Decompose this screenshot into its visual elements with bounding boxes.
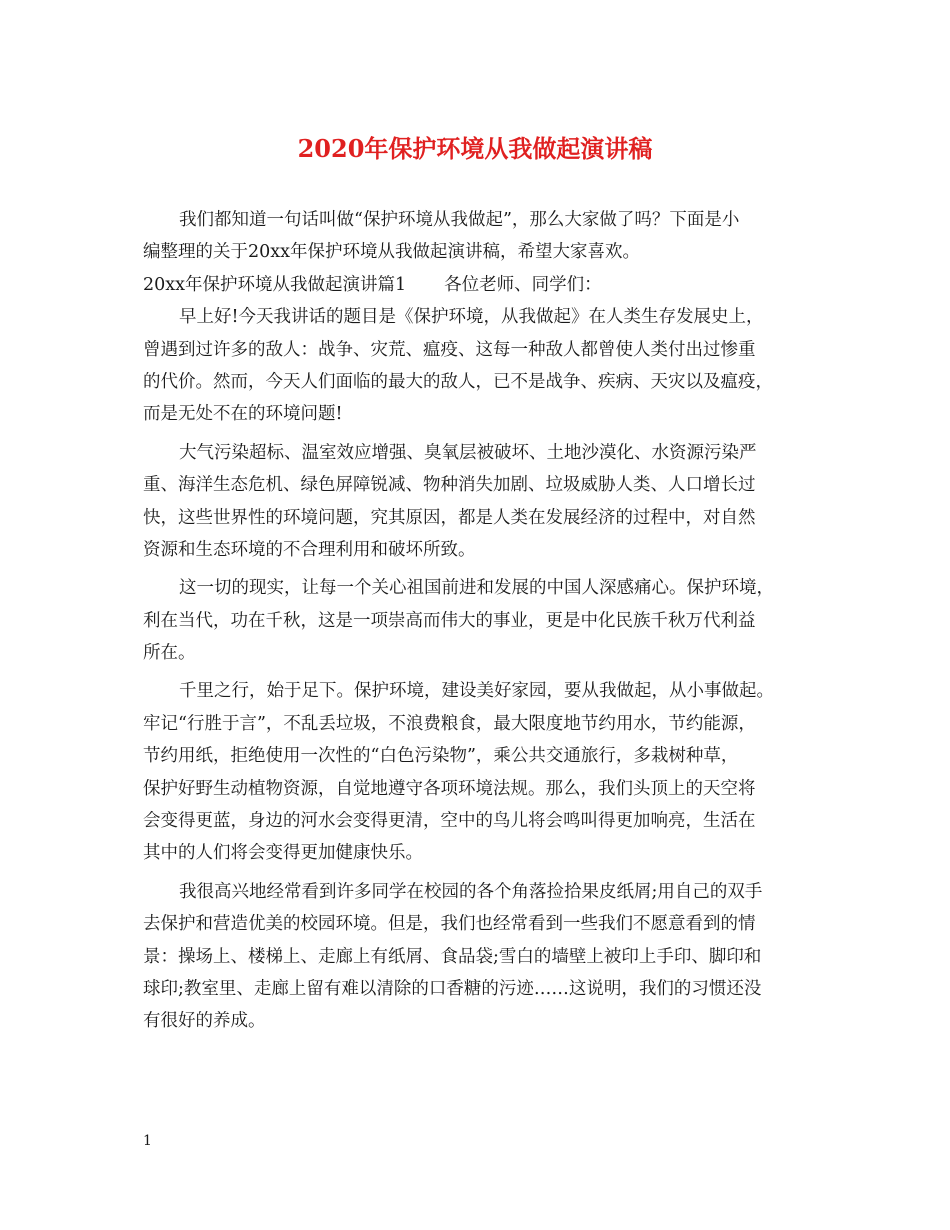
text-line: 所在。 <box>143 643 196 664</box>
text-line: 节约用纸，拒绝使用一次性的“白色污染物”，乘公共交通旅行，多栽树种草， <box>143 746 739 767</box>
text-line: 有很好的养成。 <box>143 1011 266 1032</box>
text-line: 保护好野生动植物资源，自觉地遵守各项环境法规。那么，我们头顶上的天空将 <box>143 778 756 799</box>
text-line: 球印;教室里、走廊上留有难以清除的口香糖的污迹……这说明，我们的习惯还没 <box>143 978 762 999</box>
text-line: 资源和生态环境的不合理利用和破坏所致。 <box>143 539 476 560</box>
text-line: 我很高兴地经常看到许多同学在校园的各个角落捡拾果皮纸屑;用自己的双手 <box>179 881 763 902</box>
body-paragraph <box>143 876 808 1038</box>
text-line: 牢记“行胜于言”，不乱丢垃圾，不浪费粮食，最大限度地节约用水，节约能源， <box>143 713 756 734</box>
section-heading-line <box>143 269 808 301</box>
text-line: 会变得更蓝，身边的河水会变得更清，空中的鸟儿将会鸣叫得更加响亮，生活在 <box>143 811 756 832</box>
text-line: 千里之行，始于足下。保护环境，建设美好家园，要从我做起，从小事做起。 <box>179 681 774 702</box>
document-title: 2020年保护环境从我做起演讲稿 <box>297 134 653 163</box>
text-line: 去保护和营造优美的校园环境。但是，我们也经常看到一些我们不愿意看到的情 <box>143 914 756 935</box>
text-line: 重、海洋生态危机、绿色屏障锐减、物种消失加剧、垃圾威胁人类、人口增长过 <box>143 475 756 496</box>
text-line: 而是无处不在的环境问题! <box>143 404 343 425</box>
text-line: 曾遇到过许多的敌人：战争、灾荒、瘟疫、这每一种敌人都曾使人类付出过惨重 <box>143 339 756 360</box>
section-heading: 20xx年保护环境从我做起演讲篇1 <box>143 274 407 295</box>
page-number: 1 <box>143 1133 152 1149</box>
text-line: 的代价。然而，今天人们面临的最大的敌人，已不是战争、疾病、天灾以及瘟疫， <box>143 371 773 392</box>
body-paragraph <box>143 572 808 669</box>
text-line: 早上好!今天我讲话的题目是《保护环境，从我做起》在人类生存发展史上， <box>179 307 764 328</box>
body-paragraph <box>143 437 808 567</box>
text-line: 快，这些世界性的环境问题，究其原因，都是人类在发展经济的过程中，对自然 <box>143 507 756 528</box>
text-line: 编整理的关于20xx年保护环境从我做起演讲稿，希望大家喜欢。 <box>143 242 641 263</box>
text-line: 这一切的现实，让每一个关心祖国前进和发展的中国人深感痛心。保护环境， <box>179 578 774 599</box>
salutation: 各位老师、同学们： <box>444 274 602 295</box>
text-line: 我们都知道一句话叫做“保护环境从我做起”，那么大家做了吗？下面是小 <box>179 210 740 230</box>
intro-paragraph <box>143 204 808 269</box>
text-line: 利在当代，功在千秋，这是一项崇高而伟大的事业，更是中化民族千秋万代利益 <box>143 610 756 631</box>
text-line: 其中的人们将会变得更加健康快乐。 <box>143 843 423 864</box>
body-paragraph <box>143 301 808 431</box>
document-body <box>143 204 808 1038</box>
text-line: 大气污染超标、温室效应增强、臭氧层被破坏、土地沙漠化、水资源污染严 <box>179 442 757 463</box>
text-line: 景：操场上、楼梯上、走廊上有纸屑、食品袋;雪白的墙壁上被印上手印、脚印和 <box>143 946 762 967</box>
body-paragraph <box>143 675 808 869</box>
